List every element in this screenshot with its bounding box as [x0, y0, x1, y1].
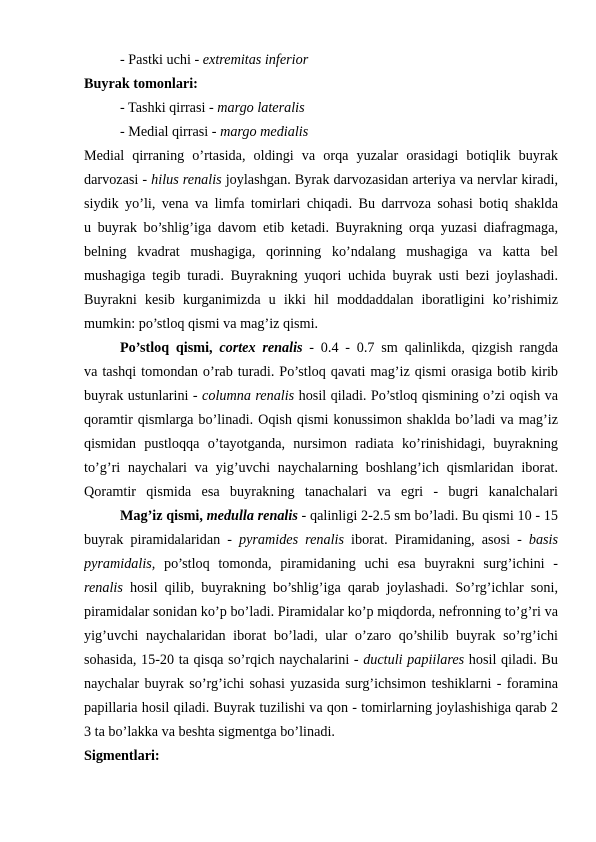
bold-heading-text: Mag’iz qismi, — [120, 508, 207, 524]
text-line — [84, 480, 558, 504]
body-text: - qalinligi 2-2.5 sm bo’ladi. Bu qismi 10 - 15 — [297, 508, 558, 524]
body-text: joylashgan. Byrak darvozasidan arteriya va nervlar kiradi, — [221, 172, 558, 188]
body-text: hosil qilib, buyrakning bo’shlig’iga qarab joylashadi. So’rg’ichlar soni, — [122, 580, 558, 596]
bold-heading-text: Po’stloq qismi, — [120, 340, 220, 356]
text-line — [84, 744, 558, 768]
text-line — [84, 120, 558, 144]
text-line — [84, 240, 558, 264]
text-line — [84, 72, 558, 96]
text-line — [84, 96, 558, 120]
latin-term: hilus renalis — [151, 172, 222, 188]
body-text: buyrak ustunlarini - — [84, 388, 203, 404]
latin-term: margo medialis — [220, 124, 309, 140]
latin-term: renalis — [84, 580, 123, 596]
body-text: naychalar buyrak so’rg’ichi sohasi yuzasida surg’ichsimon teshiklarni - foramina — [84, 676, 558, 692]
body-text: to’g’ri naychalari va yig’uvchi naychalarning boshlang’ich qismlaridan iborat. — [84, 460, 558, 476]
text-line — [84, 216, 558, 240]
body-text: va tashqi tomondan o’rab turadi. Po’stloq qavati mag’iz qismi orasiga botib kirib — [84, 364, 558, 380]
text-line — [84, 648, 558, 672]
body-text: - Pastki uchi - — [120, 52, 203, 68]
text-line — [84, 48, 558, 72]
body-text: qoramtir qismlarga bo’linadi. Oqish qismi konussimon shaklda bo’ladi va mag’iz — [84, 412, 558, 428]
text-line — [84, 504, 558, 528]
latin-term: margo lateralis — [217, 100, 305, 116]
body-text: iborat. Piramidaning, asosi - — [344, 532, 529, 548]
text-line — [84, 456, 558, 480]
text-line — [84, 672, 558, 696]
body-text: po’stloq tomonda, piramidaning uchi esa buyrakni surg’ichini - — [155, 556, 558, 572]
text-line — [84, 720, 558, 744]
document-page — [84, 48, 558, 768]
text-line — [84, 696, 558, 720]
text-line — [84, 336, 558, 360]
body-text: - Medial qirrasi - — [120, 124, 221, 140]
body-text: qismidan pustloqqa o’tayotganda, nursimon radiata ko’rinishidagi, buyrakning — [84, 436, 558, 452]
text-line — [84, 168, 558, 192]
text-line — [84, 432, 558, 456]
body-text: Buyrakni kesib kurganimizda u ikki hil moddaddalan iboratligini ko’rishimiz — [84, 292, 558, 308]
body-text: hosil qiladi. Po’stloq qismining o’zi oqish va — [294, 388, 558, 404]
body-text: siydik yo’li, vena va limfa tomirlari chiqadi. Bu darrvoza sohasi botiq shaklda — [84, 196, 558, 212]
text-line — [84, 312, 558, 336]
body-text: buyrak piramidalaridan - — [84, 532, 239, 548]
text-line — [84, 624, 558, 648]
text-line — [84, 288, 558, 312]
latin-term: cortex renalis — [219, 340, 303, 356]
body-text: darvozasi - — [84, 172, 152, 188]
body-text: yig’uvchi naychalaridan iborat bo’ladi, ular o’zaro qo’shilib buyrak so’rg’ichi — [84, 628, 558, 644]
text-line — [84, 360, 558, 384]
body-text: u buyrak bo’shlig’iga davom etib ketadi. Buyrakning orqa yuzasi diafragmaga, — [84, 220, 558, 236]
body-text: - Tashki qirrasi - — [120, 100, 218, 116]
body-text: belning kvadrat mushagiga, qorinning ko’ndalang mushagiga va katta bel — [84, 244, 558, 260]
text-line — [84, 528, 558, 552]
body-text: Qoramtir qismida esa buyrakning tanachalari va egri - bugri kanalchalari — [84, 484, 558, 500]
body-text: Medial qirraning o’rtasida, oldingi va orqa yuzalar orasidagi botiqlik buyrak — [84, 148, 558, 164]
text-line — [84, 264, 558, 288]
bold-heading-text: Buyrak tomonlari: — [84, 76, 198, 92]
bold-heading-text: Sigmentlari: — [84, 748, 160, 764]
text-line — [84, 600, 558, 624]
latin-term: pyramides renalis — [239, 532, 345, 548]
body-text: 3 ta bo’lakka va beshta sigmentga bo’linadi. — [84, 724, 335, 740]
body-text: sohasida, 15-20 ta qisqa so’rqich naychalarini - — [84, 652, 364, 668]
text-line — [84, 576, 558, 600]
body-text: piramidalar sonidan ko’p bo’ladi. Piramidalar ko’p miqdorda, nefronning to’g’ri va — [84, 604, 558, 620]
text-line — [84, 384, 558, 408]
body-text: hosil qiladi. Bu — [464, 652, 558, 668]
latin-term: pyramidalis, — [84, 556, 156, 572]
text-line — [84, 408, 558, 432]
body-text: - 0.4 - 0.7 sm qalinlikda, qizgish rangda — [309, 340, 558, 356]
latin-term: columna renalis — [202, 388, 295, 404]
body-text: mumkin: po’stloq qismi va mag’iz qismi. — [84, 316, 319, 332]
latin-term: ductuli papiilares — [363, 652, 465, 668]
text-line — [84, 552, 558, 576]
body-text: papillaria hosil qiladi. Buyrak tuzilishi va qon - tomirlarning joylashishiga qarab 2 — [84, 700, 558, 716]
latin-term: basis — [528, 532, 558, 548]
text-line — [84, 192, 558, 216]
text-line — [84, 144, 558, 168]
latin-term: extremitas inferior — [202, 52, 309, 68]
body-text: mushagiga tegib turadi. Buyrakning yuqori uchida buyrak usti bezi joylashadi. — [84, 268, 558, 284]
latin-term: medulla renalis — [206, 508, 298, 524]
